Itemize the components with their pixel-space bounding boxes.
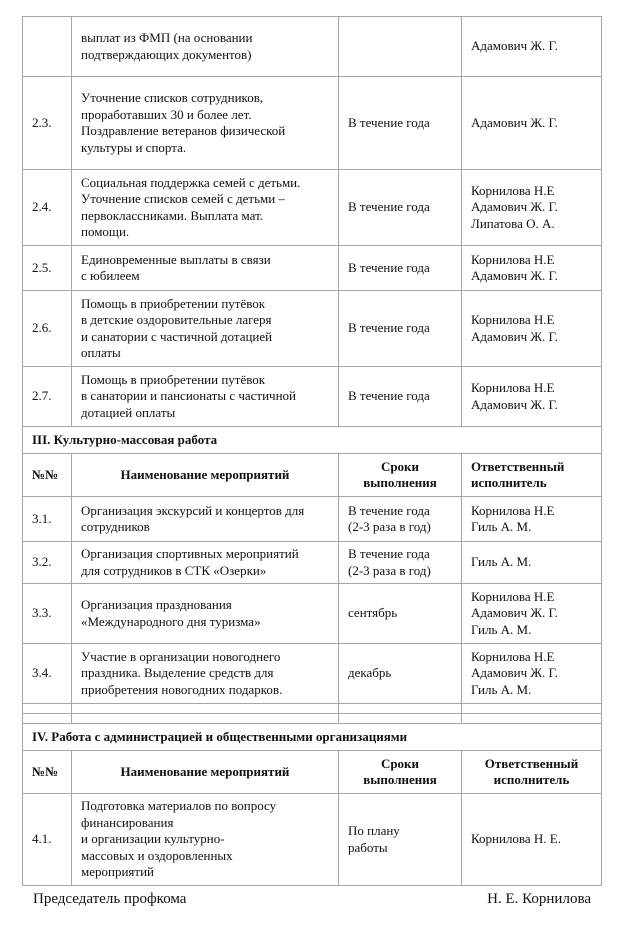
item-responsible-line: Корнилова Н.Е — [471, 588, 555, 604]
table-row — [23, 584, 602, 644]
header-number: №№ — [23, 751, 72, 794]
item-name-line: Организация празднования — [81, 597, 232, 612]
empty-cell — [462, 704, 602, 714]
item-number: 3.4. — [23, 644, 72, 704]
table-row — [23, 77, 602, 170]
header-name: Наименование мероприятий — [72, 751, 339, 794]
header-name: Наименование мероприятий — [72, 454, 339, 497]
footer-signature-title: Председатель профкома — [33, 891, 187, 907]
item-name-line: Помощь в приобретении путёвок — [81, 371, 266, 387]
item-name-line: финансирования — [81, 814, 174, 830]
header-term — [339, 454, 462, 497]
item-responsible-line: Адамович Ж. Г. — [471, 38, 558, 54]
item-term-line: работы — [348, 839, 388, 855]
item-name-line: в детские оздоровительные лагеря — [81, 312, 272, 327]
item-responsible-line: Адамович Ж. Г. — [471, 328, 558, 344]
item-term — [339, 497, 462, 542]
item-term — [339, 367, 462, 427]
empty-cell — [339, 704, 462, 714]
table-row — [23, 794, 602, 886]
item-term-line: В течение года — [348, 199, 430, 215]
item-term — [339, 17, 462, 77]
item-name-line: Участие в организации новогоднего — [81, 648, 281, 664]
plan-table — [22, 16, 602, 886]
item-name-line: оплаты — [81, 345, 121, 360]
item-responsible-line: Адамович Ж. Г. — [471, 605, 558, 621]
item-responsible-line: Гиль А. М. — [471, 519, 532, 534]
empty-cell — [23, 714, 72, 724]
item-name-line: праздника. Выделение средств для — [81, 665, 274, 681]
item-term — [339, 291, 462, 367]
table-header-row — [23, 454, 602, 497]
item-term — [339, 584, 462, 644]
item-responsible — [462, 497, 602, 542]
item-responsible-line: Корнилова Н.Е — [471, 648, 555, 664]
header-term-line: Сроки — [380, 458, 420, 474]
item-term — [339, 542, 462, 584]
item-number: 3.3. — [23, 584, 72, 644]
item-name-line: мероприятий — [81, 864, 154, 880]
section-title-row — [23, 427, 602, 454]
item-responsible-line: Корнилова Н. Е. — [471, 831, 561, 847]
item-responsible-line: Адамович Ж. Г. — [471, 396, 558, 412]
item-responsible — [462, 246, 602, 291]
header-term — [339, 751, 462, 794]
item-term-line: По плану — [348, 823, 400, 838]
table-row — [23, 497, 602, 542]
item-responsible-line: Адамович Ж. Г. — [471, 665, 558, 681]
item-responsible-line: Адамович Ж. Г. — [471, 114, 558, 130]
item-name-line: и организации культурно- — [81, 831, 225, 847]
header-responsible-line: Ответственный — [471, 458, 565, 474]
table-row — [23, 17, 602, 77]
table-row — [23, 367, 602, 427]
table-row — [23, 644, 602, 704]
item-number: 2.7. — [23, 367, 72, 427]
item-responsible — [462, 291, 602, 367]
header-responsible-line: Ответственный — [484, 755, 579, 771]
item-term-line: В течение года — [348, 546, 430, 561]
table-row — [23, 291, 602, 367]
item-number: 3.2. — [23, 542, 72, 584]
item-name — [72, 497, 339, 542]
item-responsible-line: Липатова О. А. — [471, 215, 555, 231]
item-responsible — [462, 644, 602, 704]
item-term — [339, 246, 462, 291]
item-name-line: Поздравление ветеранов физической — [81, 123, 286, 138]
item-responsible-line: Корнилова Н.Е — [471, 380, 555, 395]
item-responsible — [462, 542, 602, 584]
item-responsible-line: Гиль А. М. — [471, 554, 532, 570]
item-name-line: культуры и спорта. — [81, 139, 187, 155]
item-name-line: «Международного дня туризма» — [81, 613, 261, 629]
empty-row — [23, 714, 602, 724]
item-name — [72, 17, 339, 77]
item-responsible — [462, 584, 602, 644]
item-responsible — [462, 367, 602, 427]
item-number: 2.5. — [23, 246, 72, 291]
item-responsible-line: Корнилова Н.Е — [471, 502, 555, 518]
item-term-line: В течение года — [348, 320, 430, 336]
item-responsible-line: Адамович Ж. Г. — [471, 199, 558, 215]
header-term-line: выполнения — [363, 475, 437, 490]
item-term-line: В течение года — [348, 502, 430, 518]
empty-cell — [72, 714, 339, 724]
item-number: 2.3. — [23, 77, 72, 170]
section-title-row — [23, 724, 602, 751]
item-term-line: сентябрь — [348, 605, 398, 621]
header-term-line: Сроки — [380, 755, 420, 771]
item-number: 3.1. — [23, 497, 72, 542]
item-term-line: декабрь — [348, 665, 392, 681]
item-name-line: с юбилеем — [81, 268, 140, 283]
item-term — [339, 77, 462, 170]
item-name-line: подтверждающих документов) — [81, 46, 252, 62]
section-title: IV. Работа с администрацией и общественными организациями — [23, 724, 602, 751]
item-name-line: проработавших 30 и более лет. — [81, 106, 252, 122]
table-row — [23, 246, 602, 291]
footer-signature-name: Н. Е. Корнилова — [487, 891, 591, 907]
header-responsible-line: исполнитель — [471, 475, 547, 490]
item-name-line: Помощь в приобретении путёвок — [81, 295, 266, 311]
item-name — [72, 170, 339, 246]
item-name-line: массовых и оздоровленных — [81, 847, 233, 863]
item-name — [72, 542, 339, 584]
item-term — [339, 644, 462, 704]
item-responsible-line: Гиль А. М. — [471, 621, 532, 637]
item-responsible — [462, 170, 602, 246]
item-name-line: Социальная поддержка семей с детьми. — [81, 174, 301, 190]
empty-cell — [23, 704, 72, 714]
item-name — [72, 291, 339, 367]
item-responsible-line: Корнилова Н.Е — [471, 312, 555, 327]
item-responsible-line: Адамович Ж. Г. — [471, 268, 558, 283]
item-responsible — [462, 794, 602, 886]
item-name-line: Организация спортивных мероприятий — [81, 546, 299, 561]
item-name-line: для сотрудников в СТК «Озерки» — [81, 562, 267, 578]
table-row — [23, 542, 602, 584]
item-name-line: приобретения новогодних подарков. — [81, 681, 283, 697]
item-number: 4.1. — [23, 794, 72, 886]
empty-cell — [72, 704, 339, 714]
item-name-line: Подготовка материалов по вопросу — [81, 798, 277, 814]
item-name — [72, 367, 339, 427]
item-name — [72, 77, 339, 170]
item-term-line: В течение года — [348, 259, 430, 275]
empty-row — [23, 704, 602, 714]
item-term — [339, 170, 462, 246]
empty-cell — [339, 714, 462, 724]
item-term-line: (2-3 раза в год) — [348, 519, 431, 534]
empty-cell — [462, 714, 602, 724]
item-name — [72, 584, 339, 644]
item-number: 2.4. — [23, 170, 72, 246]
item-responsible — [462, 77, 602, 170]
item-responsible — [462, 17, 602, 77]
item-name-line: Уточнение списков сотрудников, — [81, 90, 264, 105]
item-term-line: В течение года — [348, 114, 430, 130]
header-term-line: выполнения — [363, 772, 437, 787]
table-header-row — [23, 751, 602, 794]
item-name-line: и санатории с частичной дотацией — [81, 328, 273, 344]
header-responsible-line: исполнитель — [493, 772, 570, 787]
item-name-line: выплат из ФМП (на основании — [81, 30, 253, 45]
item-responsible-line: Корнилова Н.Е — [471, 251, 555, 267]
item-name-line: помощи. — [81, 224, 130, 239]
item-responsible-line: Гиль А. М. — [471, 681, 532, 697]
item-name-line: Организация экскурсий и концертов для — [81, 502, 305, 518]
item-term-line: (2-3 раза в год) — [348, 562, 431, 578]
item-name-line: в санатории и пансионаты с частичной — [81, 388, 297, 404]
item-number: 2.6. — [23, 291, 72, 367]
item-term — [339, 794, 462, 886]
item-name — [72, 794, 339, 886]
item-name — [72, 246, 339, 291]
section-title: III. Культурно-массовая работа — [23, 427, 602, 454]
item-name-line: Единовременные выплаты в связи — [81, 251, 271, 267]
header-responsible — [462, 751, 602, 794]
item-name-line: первоклассниками. Выплата мат. — [81, 207, 264, 223]
item-name-line: сотрудников — [81, 519, 150, 534]
item-name — [72, 644, 339, 704]
item-number — [23, 17, 72, 77]
header-responsible — [462, 454, 602, 497]
item-responsible-line: Корнилова Н.Е — [471, 182, 555, 198]
header-number: №№ — [23, 454, 72, 497]
item-name-line: дотацией оплаты — [81, 404, 176, 420]
item-term-line: В течение года — [348, 388, 430, 404]
table-row — [23, 170, 602, 246]
item-name-line: Уточнение списков семей с детьми – — [81, 191, 285, 206]
